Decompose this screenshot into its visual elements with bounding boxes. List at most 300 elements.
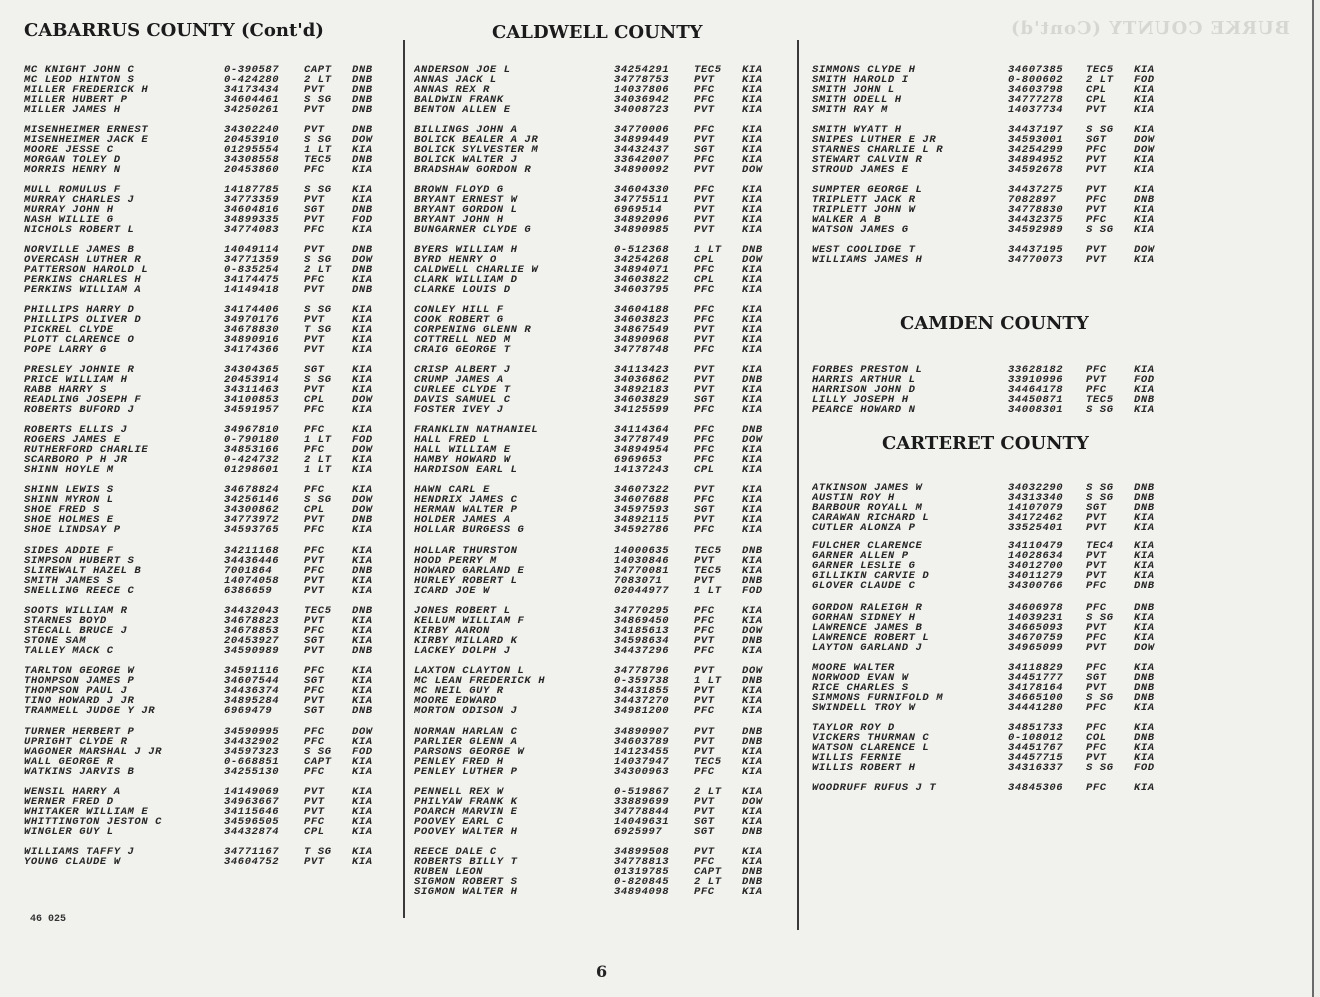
entry-status: DOW [742,625,763,637]
entry-group [24,606,394,656]
roster-entry [24,145,394,155]
entry-rank: PVT [304,244,325,256]
roster-entry [24,165,394,175]
column-divider-1 [403,40,405,918]
footer-code: 46 025 [30,914,67,925]
entry-group [414,606,789,656]
entry-serial: 34778844 [614,806,670,818]
entry-name: MC NEIL GUY R [414,686,504,696]
roster-entry [812,105,1177,115]
entry-status: KIA [352,384,373,396]
entry-status: KIA [742,304,763,316]
roster-entry [414,576,789,586]
roster-entry [24,827,394,837]
entry-name: ATKINSON JAMES W [812,483,923,493]
entry-rank: PVT [1086,104,1107,116]
roster-entry [812,663,1177,673]
entry-status: KIA [352,806,373,818]
entry-rank: SGT [1086,502,1107,514]
entry-serial: 14107079 [1008,502,1064,514]
entry-name: SHOE FRED S [24,505,100,515]
entry-name: SMITH HAROLD I [812,75,909,85]
entry-name: SHINN MYRON L [24,495,114,505]
bleed-through-title: BURKE COUNTY (Cont'd) [1010,18,1291,39]
entry-status: KIA [742,786,763,798]
entry-group [24,125,394,175]
entry-name: TRIPLETT JOHN W [812,205,916,215]
entry-rank: SGT [304,364,325,376]
entry-name: PHILYAW FRANK K [414,797,518,807]
roster-entry [24,305,394,315]
entry-rank: PVT [694,665,715,677]
entry-name: POPE LARRY G [24,345,107,355]
entry-rank: CPL [304,504,325,516]
entry-name: KELLUM WILLIAM F [414,616,525,626]
entry-rank: SGT [1086,672,1107,684]
entry-group [414,425,789,475]
roster-entry [812,703,1177,713]
entry-status: DNB [742,424,763,436]
entry-status: KIA [742,264,763,276]
entry-status: KIA [1134,752,1155,764]
entry-serial: 34773972 [224,514,280,526]
entry-status: KIA [742,204,763,216]
entry-name: WHITAKER WILLIAM E [24,807,149,817]
roster-entry [812,673,1177,683]
roster-entry [414,877,789,887]
entry-rank: PFC [694,605,715,617]
entry-status: KIA [1134,214,1155,226]
entry-name: BRYANT GORDON L [414,205,518,215]
entry-name: STECALL BRUCE J [24,626,128,636]
entry-status: FOD [352,214,373,226]
entry-status: KIA [352,816,373,828]
roster-entry [812,245,1177,255]
entry-rank: PFC [694,705,715,717]
entry-status: KIA [1134,104,1155,116]
entry-serial: 34432874 [224,826,280,838]
entry-status: KIA [352,796,373,808]
entry-status: KIA [1134,782,1155,794]
entry-rank: T SG [304,324,332,336]
entry-serial: 34778830 [1008,204,1064,216]
entry-group [24,847,394,867]
entry-name: POOVEY EARL C [414,817,504,827]
roster-entry [24,375,394,385]
entry-rank: CPL [694,274,715,286]
entry-status: KIA [1134,540,1155,552]
entry-serial: 34008723 [614,104,670,116]
entry-name: STARNES CHARLIE L R [812,145,944,155]
page-number: 6 [596,962,608,981]
entry-rank: PFC [304,816,325,828]
entry-name: PATTERSON HAROLD L [24,265,149,275]
entry-serial: 33642007 [614,154,670,166]
entry-serial: 34118829 [1008,662,1064,674]
entry-rank: PFC [304,274,325,286]
entry-rank: PVT [694,224,715,236]
entry-rank: SGT [304,204,325,216]
entry-name: SIMPSON HUBERT S [24,556,135,566]
entry-name: WILLIAMS JAMES H [812,255,923,265]
entry-name: BALDWIN FRANK [414,95,504,105]
entry-status: KIA [742,555,763,567]
entry-name: WILLIS ROBERT H [812,763,916,773]
entry-rank: PFC [304,164,325,176]
entry-rank: SGT [304,675,325,687]
entry-serial: 0-820845 [614,876,670,888]
roster-entry [812,145,1177,155]
entry-name: KIRBY MILLARD K [414,636,518,646]
roster-entry [414,335,789,345]
entry-serial: 34451767 [1008,742,1064,754]
entry-status: KIA [1134,742,1155,754]
entry-rank: SGT [304,635,325,647]
roster-entry [414,867,789,877]
entry-serial: 14030846 [614,555,670,567]
roster-entry [414,255,789,265]
entry-rank: PVT [1086,154,1107,166]
entry-group [24,425,394,475]
entry-status: KIA [352,364,373,376]
entry-name: HAWN CARL E [414,485,490,495]
entry-serial: 34899449 [614,134,670,146]
entry-serial: 34774083 [224,224,280,236]
entry-group [812,245,1177,265]
entry-status: KIA [1134,622,1155,634]
entry-status: DNB [352,154,373,166]
roster-entry [414,636,789,646]
roster-entry [414,95,789,105]
entry-status: DNB [1134,482,1155,494]
entry-status: KIA [742,846,763,858]
entry-rank: PVT [694,334,715,346]
entry-rank: CPL [1086,84,1107,96]
entry-rank: PVT [694,726,715,738]
entry-status: KIA [1134,612,1155,624]
entry-status: DOW [352,726,373,738]
entry-name: WILLIS FERNIE [812,753,902,763]
entry-rank: S SG [1086,482,1114,494]
roster-entry [24,525,394,535]
entry-name: HALL FRED L [414,435,490,445]
roster-entry [414,626,789,636]
entry-rank: TEC5 [694,545,722,557]
entry-name: SIMMONS CLYDE H [812,65,916,75]
entry-status: DNB [742,876,763,888]
entry-rank: PFC [694,766,715,778]
entry-serial: 0-108012 [1008,732,1064,744]
entry-rank: CPL [694,254,715,266]
entry-status: KIA [352,585,373,597]
entry-serial: 34778748 [614,344,670,356]
entry-rank: PFC [304,424,325,436]
entry-rank: PFC [1086,742,1107,754]
entry-group [24,245,394,295]
entry-rank: SGT [694,394,715,406]
entry-name: BROWN FLOYD G [414,185,504,195]
roster-entry [24,65,394,75]
entry-status: KIA [742,324,763,336]
entry-rank: PVT [304,786,325,798]
entry-status: KIA [742,94,763,106]
entry-rank: SGT [1086,134,1107,146]
entry-serial: 34437197 [1008,124,1064,136]
entry-group [812,125,1177,175]
entry-serial: 34590995 [224,726,280,738]
entry-status: DOW [352,504,373,516]
entry-serial: 14187785 [224,184,280,196]
entry-status: KIA [1134,722,1155,734]
entry-name: SIDES ADDIE F [24,546,114,556]
entry-serial: 34300766 [1008,580,1064,592]
entry-status: KIA [352,766,373,778]
entry-rank: PVT [304,334,325,346]
entry-name: HARRISON JOHN D [812,385,916,395]
entry-rank: 2 LT [1086,74,1114,86]
entry-status: DNB [1134,682,1155,694]
entry-serial: 34771167 [224,846,280,858]
entry-status: KIA [742,394,763,406]
entry-serial: 6969479 [224,705,273,717]
entry-name: GARNER LESLIE G [812,561,916,571]
entry-name: WENSIL HARRY A [24,787,121,797]
roster-entry [414,345,789,355]
roster-entry [24,757,394,767]
entry-name: CLARK WILLIAM D [414,275,518,285]
entry-serial: 34437195 [1008,244,1064,256]
entry-serial: 34665100 [1008,692,1064,704]
entry-status: DNB [352,94,373,106]
entry-status: KIA [352,484,373,496]
entry-serial: 34036942 [614,94,670,106]
entry-status: DOW [742,796,763,808]
entry-serial: 0-835254 [224,264,280,276]
entry-status: DNB [1134,394,1155,406]
entry-status: KIA [742,766,763,778]
roster-entry [24,616,394,626]
entry-status: DNB [1134,194,1155,206]
county-heading: CABARRUS COUNTY (Cont'd) [24,20,324,41]
entry-name: WHITTINGTON JESTON C [24,817,163,827]
entry-name: PEARCE HOWARD N [812,405,916,415]
roster-entry [812,503,1177,513]
entry-serial: 6386659 [224,585,273,597]
entry-serial: 34173434 [224,84,280,96]
roster-entry [812,225,1177,235]
entry-name: POARCH MARVIN E [414,807,518,817]
entry-name: ICARD JOE W [414,586,490,596]
entry-rank: PVT [694,214,715,226]
entry-serial: 34451777 [1008,672,1064,684]
entry-status: KIA [742,364,763,376]
entry-group [24,787,394,837]
entry-status: KIA [352,685,373,697]
roster-entry [24,365,394,375]
entry-status: DNB [1134,492,1155,504]
entry-rank: PVT [1086,560,1107,572]
entry-name: FOSTER IVEY J [414,405,504,415]
entry-status: KIA [742,134,763,146]
roster-entry [414,515,789,525]
entry-status: KIA [742,214,763,226]
entry-rank: TEC5 [1086,394,1114,406]
entry-serial: 14037806 [614,84,670,96]
entry-name: PLOTT CLARENCE O [24,335,135,345]
entry-serial: 6969514 [614,204,663,216]
entry-status: KIA [352,826,373,838]
entry-serial: 34592678 [1008,164,1064,176]
entry-status: KIA [1134,662,1155,674]
entry-status: KIA [352,736,373,748]
roster-entry [24,787,394,797]
entry-name: BARBOUR ROYALL M [812,503,923,513]
entry-serial: 34311463 [224,384,280,396]
entry-rank: PFC [304,625,325,637]
entry-name: GORHAN SIDNEY H [812,613,916,623]
entry-name: HOLDER JAMES A [414,515,511,525]
entry-status: KIA [352,224,373,236]
entry-rank: S SG [304,134,332,146]
entry-status: KIA [352,856,373,868]
entry-status: KIA [352,695,373,707]
entry-name: CARAWAN RICHARD L [812,513,930,523]
entry-name: MILLER JAMES H [24,105,121,115]
entry-status: DNB [352,264,373,276]
entry-name: LAWRENCE JAMES B [812,623,923,633]
entry-status: FOD [1134,374,1155,386]
roster-entry [24,285,394,295]
entry-rank: TEC5 [694,565,722,577]
entry-status: DNB [352,84,373,96]
entry-status: KIA [742,74,763,86]
entry-name: SHOE LINDSAY P [24,525,121,535]
entry-status: KIA [352,424,373,436]
entry-name: GORDON RALEIGH R [812,603,923,613]
entry-serial: 34603795 [614,284,670,296]
entry-name: HAMBY HOWARD W [414,455,511,465]
entry-status: KIA [352,615,373,627]
entry-serial: 34437275 [1008,184,1064,196]
roster-entry [812,375,1177,385]
entry-status: DOW [1134,642,1155,654]
entry-serial: 34869450 [614,615,670,627]
entry-name: GILLIKIN CARVIE D [812,571,930,581]
entry-status: KIA [352,314,373,326]
entry-name: LAWRENCE ROBERT L [812,633,930,643]
entry-rank: PVT [1086,752,1107,764]
entry-group [414,666,789,716]
entry-rank: PVT [1086,622,1107,634]
entry-serial: 14037734 [1008,104,1064,116]
entry-serial: 34436374 [224,685,280,697]
roster-entry [414,747,789,757]
county-heading: CALDWELL COUNTY [492,22,703,43]
entry-serial: 34592786 [614,524,670,536]
entry-serial: 34890968 [614,334,670,346]
entry-status: KIA [1134,550,1155,562]
entry-status: KIA [1134,164,1155,176]
entry-rank: PVT [694,74,715,86]
entry-name: PARLIER GLENN A [414,737,518,747]
roster-entry [24,135,394,145]
entry-status: KIA [1134,154,1155,166]
entry-status: KIA [742,615,763,627]
entry-name: BRYANT JOHN H [414,215,504,225]
entry-status: DNB [742,244,763,256]
roster-entry [414,767,789,777]
entry-status: DNB [352,74,373,86]
roster-entry [414,797,789,807]
entry-name: HALL WILLIAM E [414,445,511,455]
entry-status: KIA [352,344,373,356]
roster-entry [812,483,1177,493]
entry-status: KIA [742,565,763,577]
entry-serial: 34437270 [614,695,670,707]
entry-serial: 33910996 [1008,374,1064,386]
entry-name: PERKINS CHARLES H [24,275,142,285]
entry-status: FOD [352,746,373,758]
entry-serial: 34892183 [614,384,670,396]
entry-serial: 34778749 [614,434,670,446]
roster-entry [414,155,789,165]
entry-name: GARNER ALLEN P [812,551,909,561]
roster-entry [414,265,789,275]
entry-serial: 14049114 [224,244,280,256]
entry-serial: 14137243 [614,464,670,476]
entry-rank: PFC [694,434,715,446]
entry-status: KIA [742,524,763,536]
entry-rank: PVT [694,685,715,697]
entry-serial: 34604752 [224,856,280,868]
entry-group [24,185,394,235]
roster-entry [24,95,394,105]
entry-name: SMITH WYATT H [812,125,902,135]
entry-status: DOW [1134,134,1155,146]
roster-entry [414,65,789,75]
entry-serial: 34777278 [1008,94,1064,106]
entry-status: FOD [1134,762,1155,774]
entry-rank: S SG [304,374,332,386]
entry-rank: PVT [304,585,325,597]
roster-entry [24,205,394,215]
entry-serial: 34770073 [1008,254,1064,266]
entry-rank: CPL [304,826,325,838]
entry-name: THOMPSON PAUL J [24,686,128,696]
entry-name: TAYLOR ROY D [812,723,895,733]
entry-serial: 34464178 [1008,384,1064,396]
entry-rank: S SG [304,184,332,196]
entry-name: SIGMON ROBERT S [414,877,518,887]
roster-entry [812,693,1177,703]
entry-status: DNB [352,705,373,717]
entry-status: KIA [742,806,763,818]
roster-entry [414,75,789,85]
entry-serial: 14149418 [224,284,280,296]
entry-serial: 34432375 [1008,214,1064,226]
entry-status: KIA [352,194,373,206]
entry-serial: 34254268 [614,254,670,266]
entry-status: KIA [352,756,373,768]
entry-rank: PFC [304,524,325,536]
entry-name: YOUNG CLAUDE W [24,857,121,867]
entry-rank: PVT [694,555,715,567]
roster-entry [414,375,789,385]
entry-status: DOW [742,254,763,266]
entry-name: RICE CHARLES S [812,683,909,693]
entry-status: KIA [352,846,373,858]
entry-status: DNB [1134,692,1155,704]
